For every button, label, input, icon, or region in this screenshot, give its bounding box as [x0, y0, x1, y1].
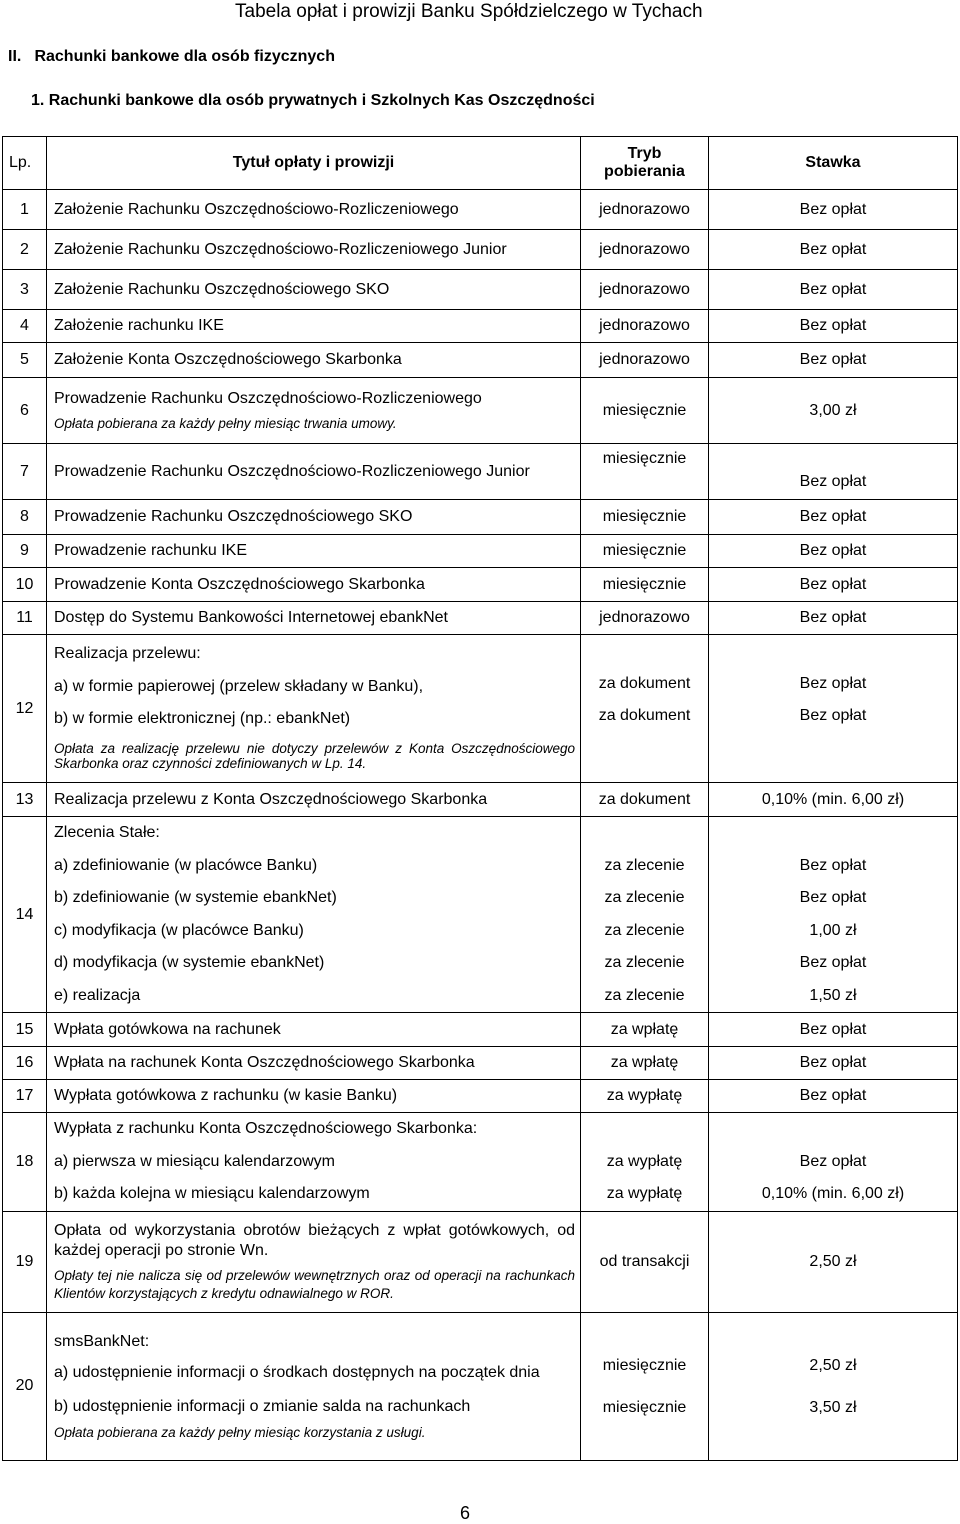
- row-number: 10: [3, 568, 47, 602]
- document-header: Tabela opłat i prowizji Banku Spółdzielczego w Tychach: [235, 1, 703, 22]
- row-rate: Bez opłat: [709, 190, 958, 230]
- row-title: Prowadzenie Rachunku Oszczędnościowo-Rozliczeniowego Junior: [47, 444, 581, 500]
- row-number: 9: [3, 535, 47, 568]
- row-title: Prowadzenie Rachunku Oszczędnościowego SKO: [47, 500, 581, 535]
- row-rate: Bez opłat: [799, 889, 867, 907]
- row-subitem: a) zdefiniowanie (w placówce Banku): [54, 856, 318, 874]
- row-mode-cell: [581, 1113, 709, 1212]
- table-row: [3, 190, 958, 230]
- table-row: [3, 1047, 958, 1080]
- row-subitem: b) każda kolejna w miesiącu kalendarzowym: [54, 1185, 370, 1203]
- header-rate: Stawka: [709, 137, 958, 190]
- row-title: Wypłata gotówkowa z rachunku (w kasie Banku): [47, 1080, 581, 1113]
- table-row: [3, 817, 958, 1013]
- row-mode-cell: [581, 635, 709, 783]
- table-row: [3, 568, 958, 602]
- row-subitem: c) modyfikacja (w placówce Banku): [54, 921, 304, 939]
- row-rate: 3,00 zł: [709, 378, 958, 444]
- row-rate: 2,50 zł: [809, 1357, 857, 1374]
- row-subitem: a) udostępnienie informacji o środkach dostępnych na początek dnia: [54, 1363, 540, 1381]
- row-mode: jednorazowo: [581, 310, 709, 343]
- row-mode-cell: [581, 817, 709, 1013]
- row-subitem: e) realizacja: [54, 986, 141, 1004]
- row-number: 17: [3, 1080, 47, 1113]
- row-mode: jednorazowo: [581, 190, 709, 230]
- row-number: 5: [3, 343, 47, 378]
- row-mode: za dokument: [598, 674, 691, 692]
- row-rate: Bez opłat: [709, 602, 958, 635]
- row-mode: za zlecenie: [604, 921, 685, 939]
- table-row: [3, 270, 958, 310]
- row-mode: jednorazowo: [581, 230, 709, 270]
- row-rate-cell: [709, 1113, 958, 1212]
- row-rate: Bez opłat: [799, 954, 867, 972]
- section-number: II.: [8, 48, 22, 65]
- row-rate: Bez opłat: [709, 500, 958, 535]
- row-mode: miesięcznie: [581, 500, 709, 535]
- row-rate-cell: [709, 1312, 958, 1460]
- row-mode: za wpłatę: [581, 1047, 709, 1080]
- row-title-cell: [47, 1211, 581, 1312]
- row-title: Założenie Rachunku Oszczędnościowego SKO: [47, 270, 581, 310]
- row-number: 11: [3, 602, 47, 635]
- row-title: Prowadzenie Konta Oszczędnościowego Skarbonka: [47, 568, 581, 602]
- row-mode: za zlecenie: [604, 889, 685, 907]
- row-rate: Bez opłat: [709, 1080, 958, 1113]
- fees-table: [2, 136, 958, 1461]
- header-title: Tytuł opłaty i prowizji: [47, 137, 581, 190]
- section-title: Rachunki bankowe dla osób fizycznych: [34, 48, 335, 65]
- row-mode: za zlecenie: [604, 986, 685, 1004]
- row-rate: Bez opłat: [709, 270, 958, 310]
- row-rate: 0,10% (min. 6,00 zł): [761, 1185, 905, 1203]
- row-mode: za wpłatę: [581, 1013, 709, 1047]
- row-rate: Bez opłat: [799, 674, 867, 692]
- table-row: [3, 1080, 958, 1113]
- row-rate: 1,00 zł: [809, 921, 857, 939]
- row-mode: jednorazowo: [581, 270, 709, 310]
- table-row: [3, 635, 958, 783]
- subsection-heading: 1. Rachunki bankowe dla osób prywatnych i Szkolnych Kas Oszczędności: [31, 92, 595, 109]
- row-mode: miesięcznie: [602, 1357, 687, 1374]
- row-title-cell: [47, 817, 581, 1013]
- row-title: Założenie Rachunku Oszczędnościowo-Rozliczeniowego Junior: [47, 230, 581, 270]
- row-title-cell: [47, 378, 581, 444]
- row-rate: Bez opłat: [709, 568, 958, 602]
- row-mode: jednorazowo: [581, 602, 709, 635]
- row-mode: miesięcznie: [581, 535, 709, 568]
- table-row: [3, 783, 958, 817]
- row-number: 19: [3, 1211, 47, 1312]
- row-mode: od transakcji: [581, 1211, 709, 1312]
- row-mode: miesięcznie: [581, 378, 709, 444]
- row-title: Wpłata na rachunek Konta Oszczędnościowego Skarbonka: [47, 1047, 581, 1080]
- row-mode: za wypłatę: [581, 1080, 709, 1113]
- row-mode-cell: [581, 1312, 709, 1460]
- table-row: [3, 1013, 958, 1047]
- table-row: [3, 444, 958, 500]
- row-number: 3: [3, 270, 47, 310]
- row-number: 4: [3, 310, 47, 343]
- row-rate: Bez opłat: [799, 1152, 867, 1170]
- row-rate: 3,50 zł: [809, 1399, 857, 1416]
- row-title: Realizacja przelewu z Konta Oszczędnościowego Skarbonka: [47, 783, 581, 817]
- row-mode: za zlecenie: [604, 954, 685, 972]
- row-note: Opłaty tej nie nalicza się od przelewów wewnętrznych oraz od operacji na rachunkach Klientów korzystających z kredytu odnawialnego w ROR.: [54, 1267, 575, 1301]
- header-lp: Lp.: [3, 137, 47, 190]
- row-subitem: b) udostępnienie informacji o zmianie salda na rachunkach: [54, 1397, 471, 1415]
- page-number: 6: [459, 1503, 470, 1523]
- row-rate-cell: [709, 817, 958, 1013]
- row-number: 16: [3, 1047, 47, 1080]
- row-rate: 2,50 zł: [709, 1211, 958, 1312]
- row-subitem: a) pierwsza w miesiącu kalendarzowym: [54, 1152, 335, 1170]
- row-number: 15: [3, 1013, 47, 1047]
- row-title: Założenie Konta Oszczędnościowego Skarbonka: [47, 343, 581, 378]
- row-number: 12: [3, 635, 47, 783]
- row-number: 18: [3, 1113, 47, 1212]
- row-mode: za dokument: [598, 707, 691, 725]
- table-row: [3, 602, 958, 635]
- row-rate: Bez opłat: [709, 310, 958, 343]
- row-title: Zlecenia Stałe:: [54, 824, 160, 842]
- table-row: [3, 343, 958, 378]
- row-rate: Bez opłat: [709, 535, 958, 568]
- row-number: 20: [3, 1312, 47, 1460]
- row-number: 13: [3, 783, 47, 817]
- row-mode: za dokument: [581, 783, 709, 817]
- row-title-cell: [47, 1312, 581, 1460]
- table-header-row: [3, 137, 958, 190]
- row-mode: miesięcznie: [581, 568, 709, 602]
- row-number: 1: [3, 190, 47, 230]
- row-title: Opłata od wykorzystania obrotów bieżących z wpłat gotówkowych, od każdej operacji po stronie Wn.: [54, 1221, 575, 1259]
- table-row: [3, 535, 958, 568]
- row-number: 6: [3, 378, 47, 444]
- row-rate-cell: [709, 635, 958, 783]
- row-title: Wpłata gotówkowa na rachunek: [47, 1013, 581, 1047]
- row-rate: 1,50 zł: [809, 986, 857, 1004]
- section-heading: [8, 48, 335, 66]
- row-mode: za wypłatę: [606, 1152, 683, 1170]
- row-mode: za wypłatę: [606, 1185, 683, 1203]
- row-number: 2: [3, 230, 47, 270]
- row-rate: Bez opłat: [799, 856, 867, 874]
- row-subitem: a) w formie papierowej (przelew składany w Banku),: [54, 677, 424, 695]
- row-rate: Bez opłat: [709, 230, 958, 270]
- row-title: Realizacja przelewu:: [54, 645, 201, 662]
- table-row: [3, 310, 958, 343]
- row-rate: Bez opłat: [709, 1047, 958, 1080]
- row-number: 7: [3, 444, 47, 500]
- row-mode: miesięcznie: [602, 1399, 687, 1416]
- table-row: [3, 500, 958, 535]
- header-mode: Tryb pobierania: [581, 137, 709, 190]
- table-row: [3, 378, 958, 444]
- row-title: Wypłata z rachunku Konta Oszczędnościowego Skarbonka:: [54, 1120, 478, 1138]
- row-rate: Bez opłat: [709, 343, 958, 378]
- row-title: Prowadzenie rachunku IKE: [47, 535, 581, 568]
- row-number: 14: [3, 817, 47, 1013]
- row-subitem: b) zdefiniowanie (w systemie ebankNet): [54, 889, 337, 907]
- row-subitem: b) w formie elektronicznej (np.: ebankNet): [54, 710, 351, 727]
- row-rate: Bez opłat: [709, 444, 958, 500]
- row-number: 8: [3, 500, 47, 535]
- table-row: [3, 1113, 958, 1212]
- row-rate: 0,10% (min. 6,00 zł): [709, 783, 958, 817]
- table-row: [3, 230, 958, 270]
- row-title-cell: [47, 635, 581, 783]
- row-title: Założenie Rachunku Oszczędnościowo-Rozliczeniowego: [47, 190, 581, 230]
- row-title-cell: [47, 1113, 581, 1212]
- row-title: Dostęp do Systemu Bankowości Internetowej ebankNet: [47, 602, 581, 635]
- row-title: Prowadzenie Rachunku Oszczędnościowo-Rozliczeniowego: [54, 390, 482, 407]
- row-note: Opłata pobierana za każdy pełny miesiąc korzystania z usługi.: [54, 1425, 426, 1440]
- row-subitem: d) modyfikacja (w systemie ebankNet): [54, 954, 325, 972]
- table-row: [3, 1312, 958, 1460]
- row-mode: jednorazowo: [581, 343, 709, 378]
- row-mode: miesięcznie: [581, 444, 709, 500]
- row-note: Opłata pobierana za każdy pełny miesiąc trwania umowy.: [54, 416, 397, 431]
- row-rate: Bez opłat: [799, 707, 867, 725]
- row-rate: Bez opłat: [709, 1013, 958, 1047]
- row-note: Opłata za realizację przelewu nie dotyczy przelewów z Konta Oszczędnościowego Skarbonka oraz czynności zdefiniowanych w Lp. 14.: [54, 741, 575, 772]
- table-row: [3, 1211, 958, 1312]
- row-mode: za zlecenie: [604, 856, 685, 874]
- row-title: smsBankNet:: [54, 1333, 150, 1351]
- row-title: Założenie rachunku IKE: [47, 310, 581, 343]
